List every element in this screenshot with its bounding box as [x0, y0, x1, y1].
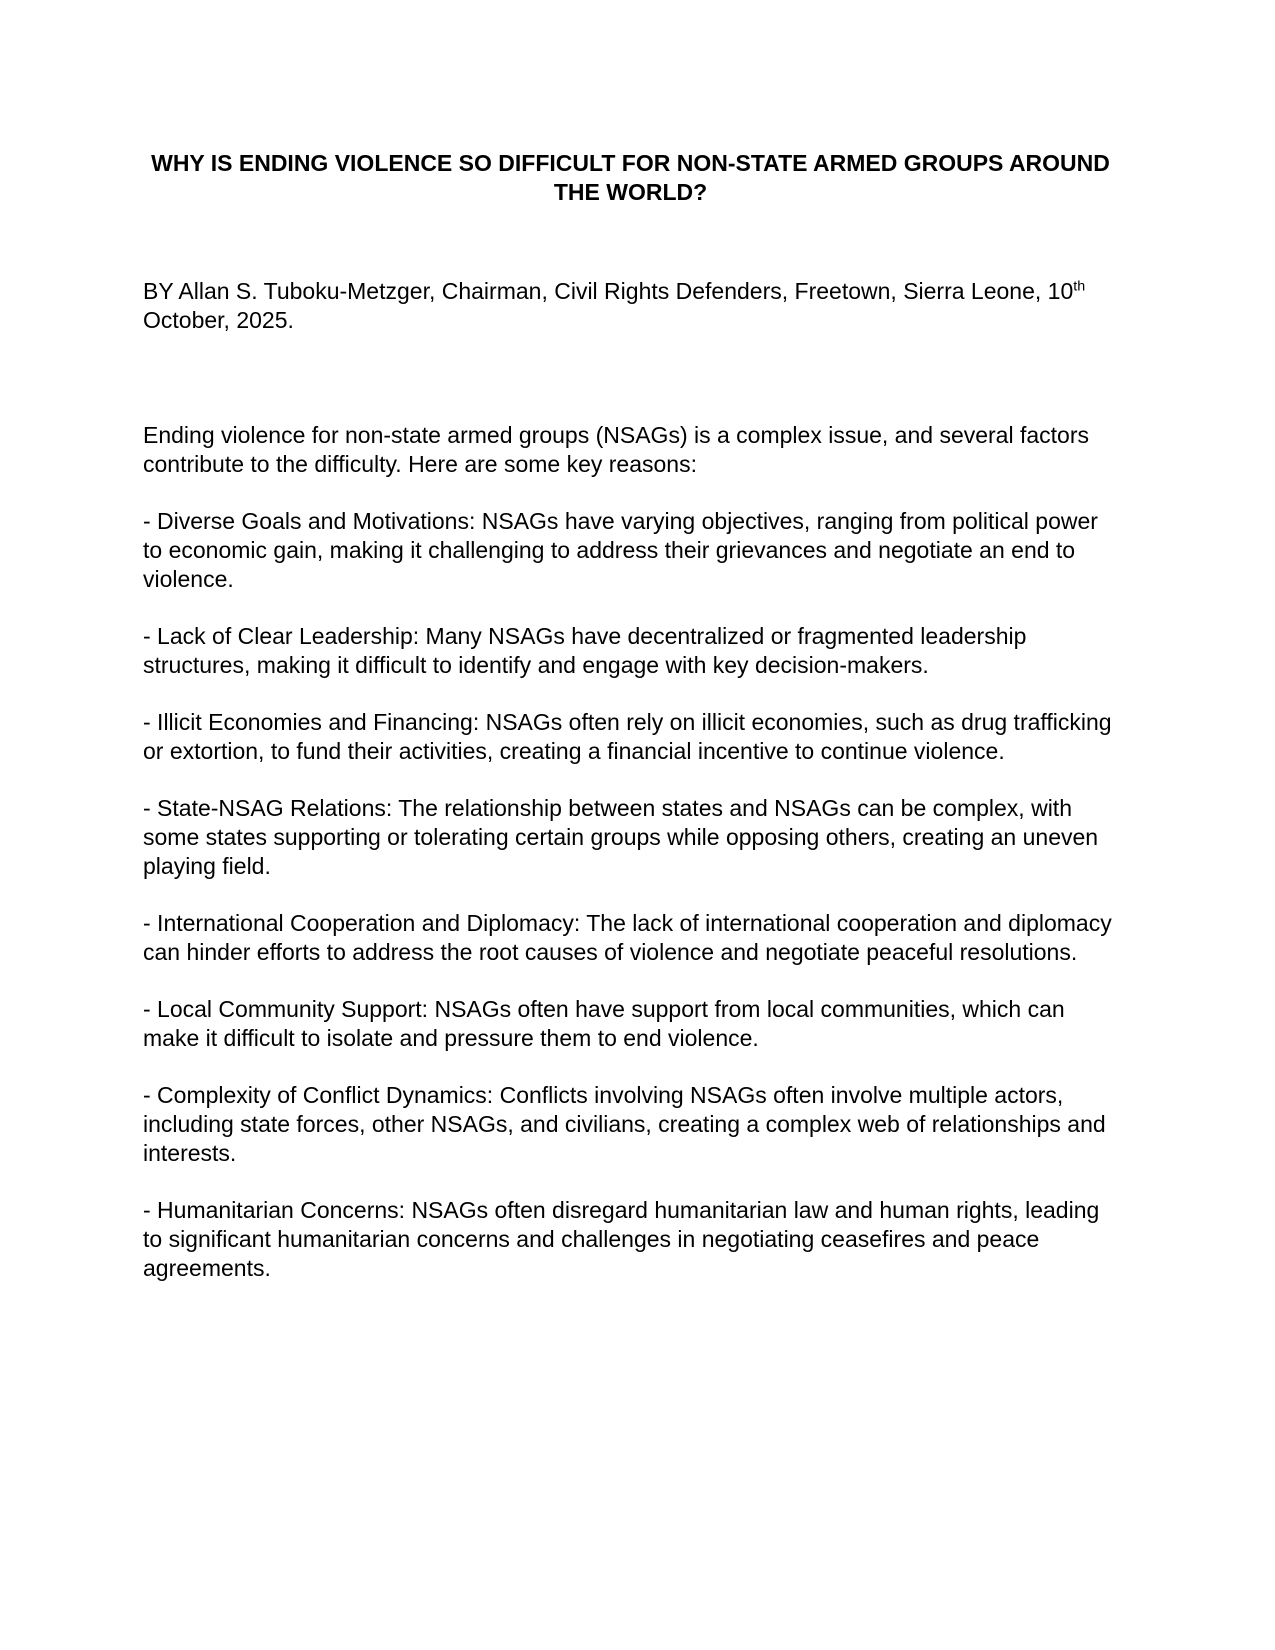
- bullet-paragraph-illicit-economies: - Illicit Economies and Financing: NSAGs often rely on illicit economies, such as drug trafficking or extortion, to fund their activities, creating a financial incentive to continue violence.: [143, 709, 1112, 764]
- bullet-paragraph-humanitarian-concerns: - Humanitarian Concerns: NSAGs often disregard humanitarian law and human rights, leading to significant humanitarian concerns and challenges in negotiating ceasefires and peace agreements.: [143, 1197, 1100, 1281]
- bullet-paragraph-state-nsag-relations: - State-NSAG Relations: The relationship between states and NSAGs can be complex, with some states supporting or tolerating certain groups while opposing others, creating an uneven playing field.: [143, 795, 1099, 879]
- intro-paragraph: Ending violence for non-state armed groups (NSAGs) is a complex issue, and several factors contribute to the difficulty. Here are some key reasons:: [143, 422, 1089, 477]
- bullet-paragraph-local-community-support: - Local Community Support: NSAGs often have support from local communities, which can make it difficult to isolate and pressure them to end violence.: [143, 996, 1065, 1051]
- byline-text-after-superscript: October, 2025.: [143, 307, 294, 333]
- bullet-paragraph-international-cooperation: - International Cooperation and Diplomacy: The lack of international cooperation and diplomacy can hinder efforts to address the root causes of violence and negotiate peaceful resolutions.: [143, 910, 1112, 965]
- document-title: WHY IS ENDING VIOLENCE SO DIFFICULT FOR NON-STATE ARMED GROUPS AROUND THE WORLD?: [151, 150, 1110, 205]
- bullet-paragraph-conflict-dynamics: - Complexity of Conflict Dynamics: Conflicts involving NSAGs often involve multiple actors, including state forces, other NSAGs, and civilians, creating a complex web of relationships and interests.: [143, 1082, 1106, 1166]
- byline: [143, 277, 1118, 335]
- byline-ordinal-superscript: th: [1073, 278, 1086, 295]
- bullet-paragraph-diverse-goals: - Diverse Goals and Motivations: NSAGs have varying objectives, ranging from political power to economic gain, making it challenging to address their grievances and negotiate an end to violence.: [143, 508, 1098, 592]
- byline-text-before-superscript: BY Allan S. Tuboku-Metzger, Chairman, Civil Rights Defenders, Freetown, Sierra Leone, 10: [143, 278, 1074, 304]
- bullet-paragraph-lack-of-leadership: - Lack of Clear Leadership: Many NSAGs have decentralized or fragmented leadership structures, making it difficult to identify and engage with key decision-makers.: [143, 623, 1027, 678]
